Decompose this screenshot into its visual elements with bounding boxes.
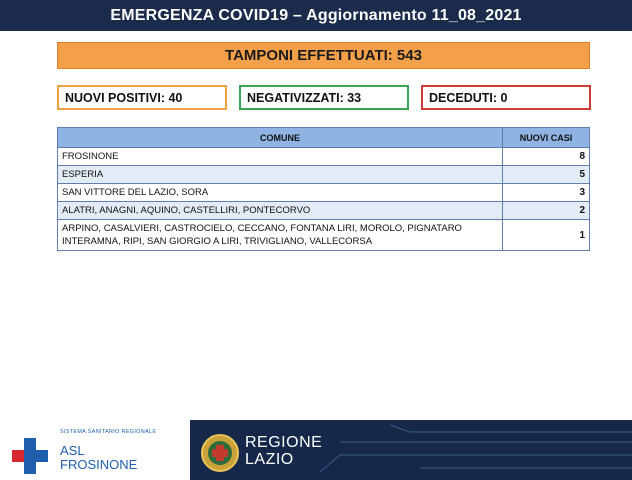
comune-cell: SAN VITTORE DEL LAZIO, SORA xyxy=(58,184,503,202)
table-header-row xyxy=(58,128,590,148)
table-row xyxy=(58,148,590,166)
column-header-nuovi-casi: NUOVI CASI xyxy=(503,128,590,148)
comune-cell: ARPINO, CASALVIERI, CASTROCIELO, CECCANO, FONTANA LIRI, MOROLO, PIGNATARO INTERAMNA, RIPI, SAN GIORGIO A LIRI, TRIVIGLIANO, VALLECORSA xyxy=(58,220,503,251)
casi-cell: 8 xyxy=(503,148,590,166)
regione-line1: REGIONE xyxy=(245,434,323,451)
tamponi-banner xyxy=(57,42,590,69)
page-title: EMERGENZA COVID19 – Aggiornamento 11_08_2021 xyxy=(110,6,522,24)
table-row xyxy=(58,220,590,251)
comune-cell: FROSINONE xyxy=(58,148,503,166)
asl-name-line1: ASL xyxy=(60,443,85,458)
asl-name-line2: FROSINONE xyxy=(60,457,138,472)
column-header-comune: COMUNE xyxy=(58,128,503,148)
regione-lazio-emblem-icon xyxy=(200,433,240,473)
asl-system-label: SISTEMA SANITARIO REGIONALE xyxy=(60,429,157,435)
casi-cell: 2 xyxy=(503,202,590,220)
table-row xyxy=(58,202,590,220)
deceduti-label: DECEDUTI: 0 xyxy=(429,90,508,105)
deceduti-box xyxy=(421,85,591,110)
table-row xyxy=(58,184,590,202)
tamponi-label: TAMPONI EFFETTUATI: 543 xyxy=(225,47,422,64)
nuovi-positivi-label: NUOVI POSITIVI: 40 xyxy=(65,90,183,105)
page-header xyxy=(0,0,632,31)
regione-lazio-footer xyxy=(190,420,632,480)
cases-table xyxy=(57,127,590,251)
comune-cell: ALATRI, ANAGNI, AQUINO, CASTELLIRI, PONTECORVO xyxy=(58,202,503,220)
casi-cell: 3 xyxy=(503,184,590,202)
casi-cell: 5 xyxy=(503,166,590,184)
asl-name xyxy=(60,444,137,472)
negativizzati-label: NEGATIVIZZATI: 33 xyxy=(247,90,362,105)
table-row xyxy=(58,166,590,184)
regione-lazio-name xyxy=(245,434,322,468)
comune-cell: ESPERIA xyxy=(58,166,503,184)
negativizzati-box xyxy=(239,85,409,110)
regione-line2: LAZIO xyxy=(245,451,294,468)
nuovi-positivi-box xyxy=(57,85,227,110)
asl-cross-icon xyxy=(12,438,48,474)
casi-cell: 1 xyxy=(503,220,590,251)
